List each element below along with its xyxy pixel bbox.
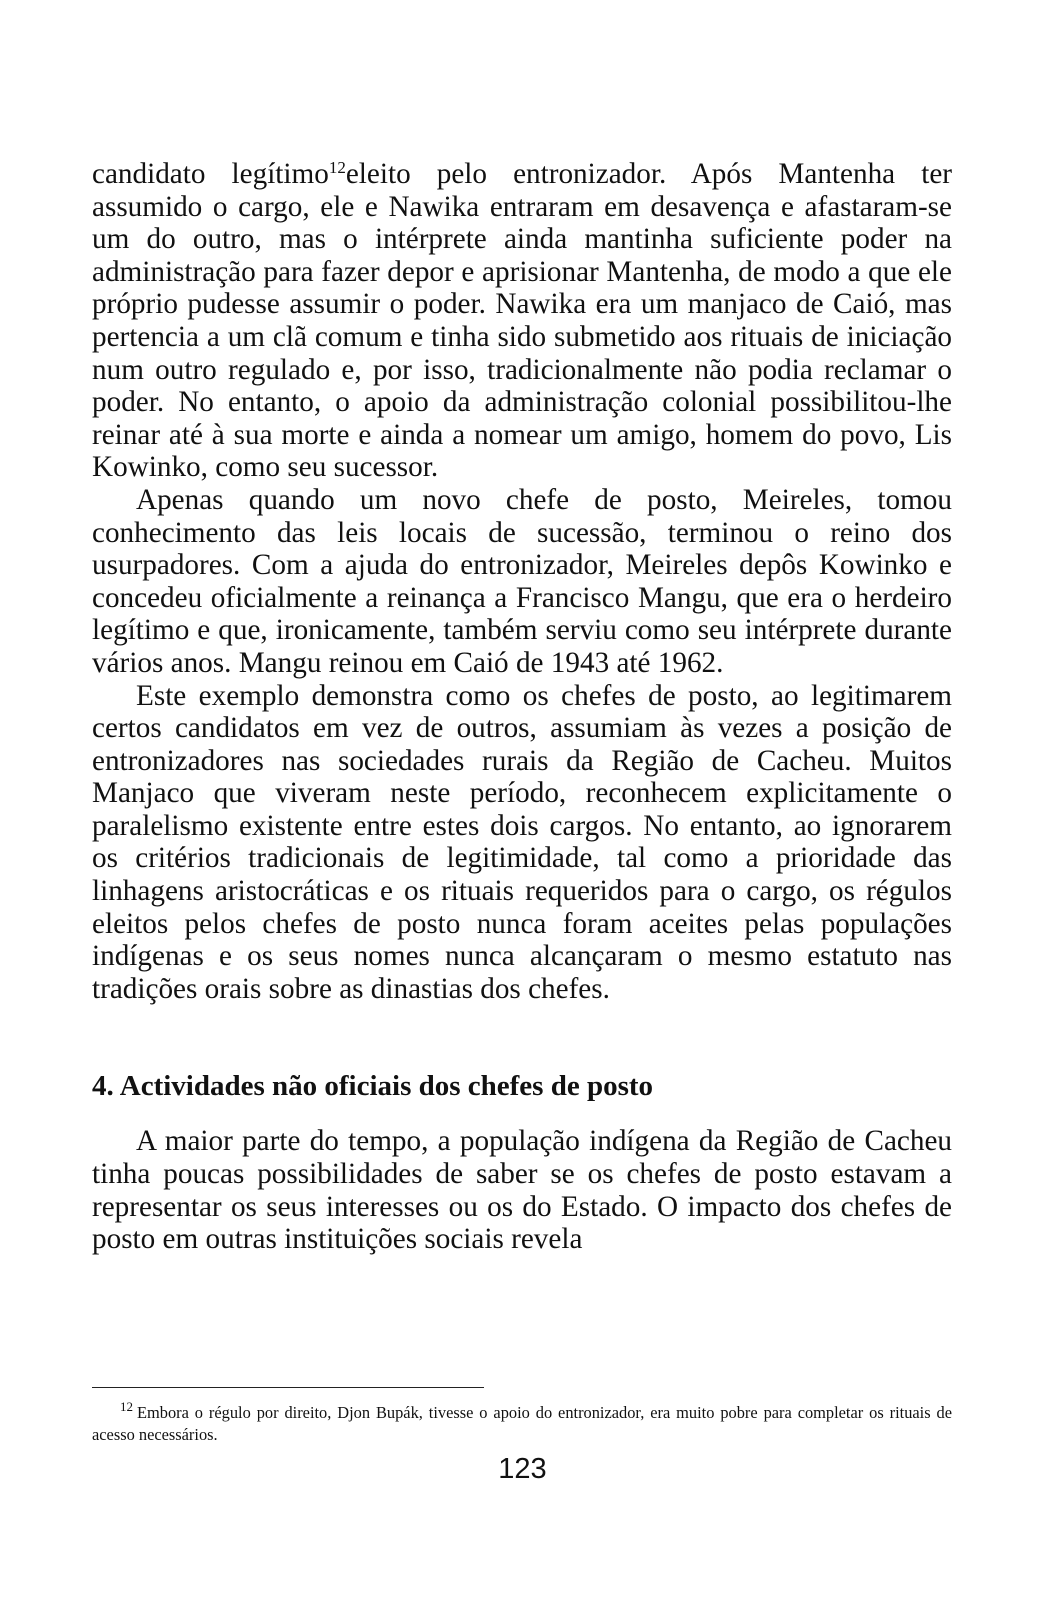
- footnote-number: 12: [120, 1399, 133, 1414]
- footnote-12: [92, 1399, 952, 1446]
- page-body: [92, 158, 952, 1256]
- paragraph-1: [92, 158, 952, 484]
- paragraph-2: Apenas quando um novo chefe de posto, Meireles, tomou conhecimento das leis locais de sucessão, terminou o reino dos usurpadores. Com a ajuda do entronizador, Meireles depôs Kowinko e concedeu oficialmente a reinança a Francisco Mangu, que era o herdeiro legítimo e que, ironicamente, também serviu como seu intérprete durante vários anos. Mangu reinou em Caió de 1943 até 1962.: [92, 483, 952, 679]
- paragraph-3: Este exemplo demonstra como os chefes de posto, ao legitimarem certos candidatos em vez de outros, assumiam às vezes a posição de entronizadores nas sociedades rurais da Região de Cacheu. Muitos Manjaco que viveram neste período, reconhecem explicitamente o paralelismo existente entre estes dois cargos. No entanto, ao ignorarem os critérios tradicionais de legitimidade, tal como a prioridade das linhagens aristocráticas e os rituais requeridos para o cargo, os régulos eleitos pelos chefes de posto nunca foram aceites pelas populações indígenas e os seus nomes nunca alcançaram o mesmo estatuto nas tradições orais sobre as dinastias dos chefes.: [92, 679, 952, 1005]
- footnote-ref-12[interactable]: 12: [328, 158, 346, 177]
- section-number: 4.: [92, 1070, 114, 1103]
- section-paragraph-1: A maior parte do tempo, a população indígena da Região de Cacheu tinha poucas possibilidades de saber se os chefes de posto estavam a representar os seus interesses ou os do Estado. O impacto dos chefes de posto em outras instituições sociais revela: [92, 1125, 952, 1256]
- paragraph-1-rest: eleito pelo entronizador. Após Mantenha ter assumido o cargo, ele e Nawika entraram em desavença e afastaram-se um do outro, mas o intérprete ainda mantinha suficiente poder na administração para fazer depor e aprisionar Mantenha, de modo a que ele próprio pudesse assumir o poder. Nawika era um manjaco de Caió, mas pertencia a um clã comum e tinha sido submetido aos rituais de iniciação num outro regulado e, por isso, tradicionalmente não podia reclamar o poder. No entanto, o apoio da administração colonial possibilitou-lhe reinar até à sua morte e ainda a nomear um amigo, homem do povo, Lis Kowinko, como seu sucessor.: [92, 158, 952, 484]
- section-heading: [92, 1069, 952, 1103]
- footnote-divider: [92, 1387, 484, 1388]
- section-body: [92, 1125, 952, 1255]
- page-number: 123: [498, 1453, 547, 1485]
- paragraph-1-start: candidato legítimo: [92, 158, 329, 190]
- section-title: Actividades não oficiais dos chefes de posto: [119, 1070, 654, 1103]
- footnote-text: Embora o régulo por direito, Djon Bupák, tivesse o apoio do entronizador, era muito pobre para completar os rituais de acesso necessários.: [92, 1403, 952, 1444]
